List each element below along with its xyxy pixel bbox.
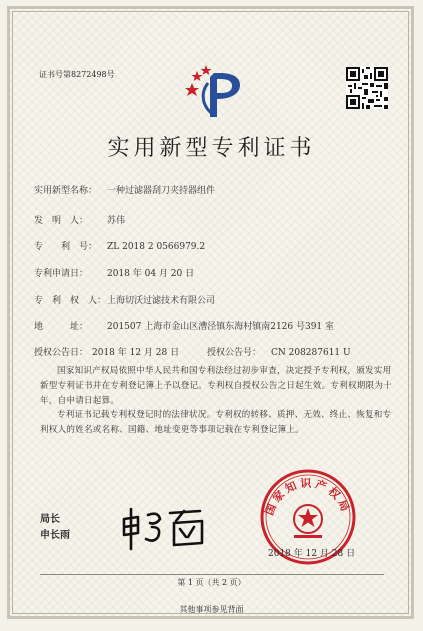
field-label-utility-name: 实用新型名称： [34, 186, 98, 196]
handwritten-signature-icon [118, 505, 208, 551]
director-name: 申长雨 [40, 530, 70, 541]
cnipa-logo-icon [180, 63, 246, 119]
seal-date: 2018 年 12 月 28 日 [268, 549, 356, 559]
field-label-patent-number: 专 利 号： [34, 242, 98, 252]
director-title: 局长 [40, 514, 60, 525]
qr-code-icon [346, 67, 388, 109]
field-value-address: 201507 上海市金山区漕泾镇东海村镇南2126 号391 室 [107, 322, 335, 332]
field-value-application-date: 2018 年 04 月 20 日 [107, 269, 195, 279]
field-label-patentee: 专 利 权 人： [34, 296, 107, 306]
field-label-address: 地 址： [34, 322, 89, 332]
footer-divider [40, 574, 384, 575]
grant-pub-label: 授权公告号： [207, 348, 262, 358]
field-label-inventor: 发 明 人： [34, 216, 89, 226]
seal-text: 国家知识产权局 [262, 476, 353, 518]
field-label-application-date: 专利申请日： [34, 269, 89, 279]
field-value-patentee: 上海切沃过滤技术有限公司 [107, 296, 216, 306]
certificate-number: 证书号第8272498号 [39, 70, 115, 79]
body-paragraph-1: 国家知识产权局依照中华人民共和国专利法经过初步审查，决定授予专利权，颁发实用新型专利证书并在专利登记簿上予以登记。专利权自授权公告之日起生效。专利权期限为十年，自申请日起算。 [40, 366, 393, 406]
body-paragraph-2: 专利证书记载专利权登记时的法律状况。专利权的转移、质押、无效、终止、恢复和专利权人的姓名或名称、国籍、地址变更等事项记载在专利登记簿上。 [40, 410, 392, 435]
grant-date-value: 2018 年 12 月 28 日 [92, 348, 180, 358]
certificate-title: 实用新型专利证书 [107, 136, 316, 161]
grant-pub-value: CN 208287611 U [271, 348, 351, 358]
grant-date-label: 授权公告日： [34, 348, 89, 358]
footer-note: 其他事项参见背面 [179, 605, 244, 614]
page-number: 第 1 页（共 2 页） [177, 578, 246, 587]
field-value-utility-name: 一种过滤器刮刀夹持器组件 [107, 186, 216, 196]
field-value-patent-number: ZL 2018 2 0566979.2 [107, 242, 206, 252]
field-value-inventor: 苏伟 [107, 216, 126, 226]
